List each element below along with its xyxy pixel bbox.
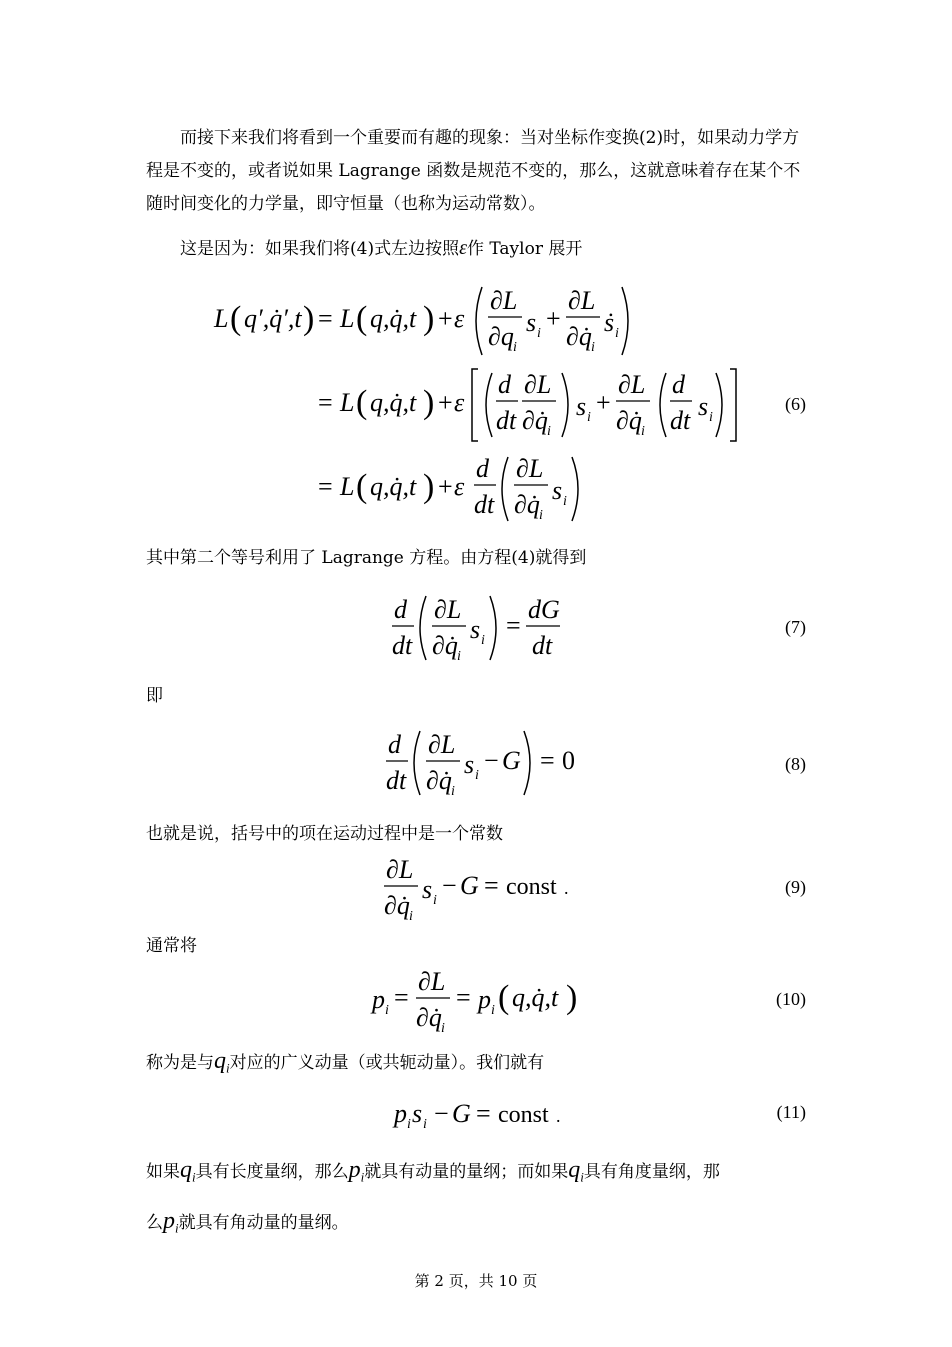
svg-text:∂L: ∂L — [618, 370, 646, 399]
svg-text:i: i — [539, 508, 543, 523]
paragraph-usually — [146, 930, 810, 963]
svg-text:−: − — [484, 746, 499, 775]
svg-text:i: i — [615, 326, 619, 341]
svg-text:dG: dG — [528, 595, 560, 624]
svg-text:d: d — [672, 370, 685, 399]
svg-text:=: = — [318, 472, 333, 501]
paragraph-constant-text: 也就是说，括号中的项在运动过程中是一个常数 — [146, 824, 503, 844]
symbol-q: q — [214, 1048, 226, 1074]
svg-text:i: i — [513, 340, 517, 355]
dimension-text-e: 么 — [146, 1213, 163, 1234]
equation-7 — [386, 590, 586, 670]
svg-text:i: i — [563, 494, 567, 509]
dimension-text-c: 就具有动量的量纲；而如果 — [364, 1162, 569, 1182]
svg-text:i: i — [587, 410, 591, 425]
svg-text:dt: dt — [386, 766, 407, 795]
taylor-text-a: 这是因为：如果我们将(4)式左边按照 — [180, 239, 460, 259]
paragraph-intro-text: 而接下来我们将看到一个重要而有趣的现象：当对坐标作变换(2)时，如果动力学方程是不变的，或者说如果 Lagrange 函数是规范不变的，那么，这就意味着存在某个不随时间变化的力学量，即守恒量（也称为运动常数）。 — [146, 128, 801, 214]
paragraph-ji — [146, 680, 810, 713]
epsilon-symbol: ε — [459, 237, 467, 259]
svg-text:(: ( — [230, 300, 242, 337]
paragraph-taylor — [146, 232, 810, 266]
svg-text:dt: dt — [496, 406, 517, 435]
svg-text:∂q̇: ∂q̇ — [432, 631, 458, 660]
svg-text:∂L: ∂L — [434, 595, 462, 624]
equation-6-number: (6) — [785, 394, 806, 414]
svg-text:G: G — [502, 746, 521, 775]
paragraph-lagrange — [146, 542, 810, 575]
svg-text:∂q̇: ∂q̇ — [426, 766, 452, 795]
svg-text:=: = — [394, 983, 409, 1012]
dimension-text-f: 就具有角动量的量纲。 — [178, 1213, 349, 1234]
svg-text:L: L — [214, 304, 229, 333]
symbol-q-3: q — [568, 1157, 581, 1183]
svg-text:ε: ε — [454, 388, 465, 417]
paragraph-lagrange-text: 其中第二个等号利用了 Lagrange 方程。由方程(4)就得到 — [146, 548, 587, 568]
svg-text:s: s — [470, 615, 481, 644]
svg-text:i: i — [423, 1117, 427, 1132]
svg-text:d: d — [498, 370, 511, 399]
svg-text:i: i — [385, 1003, 389, 1018]
svg-text:+: + — [438, 388, 453, 417]
svg-text:=: = — [484, 871, 499, 900]
paragraph-dimension — [146, 1148, 810, 1251]
dimension-text-a: 如果 — [146, 1162, 180, 1182]
svg-text:=: = — [318, 388, 333, 417]
svg-text:.: . — [556, 1106, 561, 1126]
svg-text:q,q̇,t: q,q̇,t — [512, 983, 559, 1012]
svg-text:ṡ: ṡ — [604, 308, 615, 337]
svg-text:+: + — [546, 304, 561, 333]
svg-text:i: i — [481, 633, 485, 648]
symbol-q-2: q — [180, 1157, 192, 1183]
svg-text:ε: ε — [454, 472, 465, 501]
svg-text:∂L: ∂L — [568, 286, 596, 315]
svg-text:∂L: ∂L — [524, 370, 552, 399]
equation-6 — [200, 275, 760, 535]
svg-text:−: − — [442, 871, 457, 900]
svg-text:): ) — [423, 384, 435, 421]
svg-text:p: p — [372, 985, 385, 1014]
svg-text:d: d — [388, 730, 401, 759]
svg-text:L: L — [340, 388, 355, 417]
svg-text:(: ( — [356, 468, 368, 505]
svg-text:dt: dt — [670, 406, 691, 435]
svg-text:∂q̇: ∂q̇ — [522, 406, 548, 435]
svg-text:i: i — [441, 1021, 445, 1036]
svg-text:q,q̇,t: q,q̇,t — [370, 388, 417, 417]
svg-text:(: ( — [498, 979, 510, 1016]
taylor-text-b: 作 Taylor 展开 — [466, 239, 583, 259]
equation-11-const: const — [498, 1102, 549, 1128]
svg-text:dt: dt — [392, 631, 413, 660]
symbol-p-2: p — [163, 1208, 175, 1235]
paragraph-intro — [146, 122, 810, 221]
svg-text:q,q̇,t: q,q̇,t — [370, 304, 417, 333]
svg-text:q′,q̇′,t: q′,q̇′,t — [244, 304, 302, 333]
svg-text:): ) — [423, 468, 435, 505]
svg-text:s: s — [464, 750, 475, 779]
svg-text:∂q̇: ∂q̇ — [416, 1003, 442, 1032]
svg-text:s: s — [526, 308, 537, 337]
symbol-p: p — [348, 1157, 361, 1183]
svg-text:i: i — [537, 326, 541, 341]
svg-text:): ) — [423, 300, 435, 337]
svg-text:∂L: ∂L — [516, 454, 544, 483]
svg-text:ε: ε — [454, 304, 465, 333]
svg-text:G: G — [460, 871, 479, 900]
svg-text:s: s — [422, 875, 433, 904]
equation-8-number: (8) — [785, 754, 806, 774]
svg-text:∂q̇: ∂q̇ — [566, 322, 592, 351]
symbol-q-index-3: i — [580, 1169, 584, 1185]
svg-text:): ) — [566, 979, 578, 1016]
paragraph-momentum — [146, 1045, 810, 1084]
symbol-p-index-2: i — [175, 1220, 179, 1236]
svg-text:p: p — [478, 985, 491, 1014]
equation-10-number: (10) — [776, 989, 806, 1009]
svg-text:=: = — [506, 611, 521, 640]
svg-text:d: d — [394, 595, 407, 624]
svg-text:i: i — [709, 410, 713, 425]
svg-text:(: ( — [356, 300, 368, 337]
svg-text:i: i — [547, 424, 551, 439]
svg-text:i: i — [433, 893, 437, 908]
svg-text:s: s — [552, 476, 563, 505]
svg-text:=: = — [476, 1099, 491, 1128]
svg-text:i: i — [457, 649, 461, 664]
dimension-text-b: 具有长度量纲，那么 — [195, 1162, 349, 1182]
svg-text:i: i — [407, 1117, 411, 1132]
svg-text:∂q: ∂q — [488, 322, 514, 351]
svg-text:i: i — [491, 1003, 495, 1018]
svg-text:d: d — [476, 454, 489, 483]
svg-text:L: L — [340, 472, 355, 501]
equation-7-number: (7) — [785, 617, 806, 637]
paragraph-usually-text: 通常将 — [146, 936, 197, 956]
svg-text:=: = — [456, 983, 471, 1012]
svg-text:q,q̇,t: q,q̇,t — [370, 472, 417, 501]
svg-text:L: L — [340, 304, 355, 333]
svg-text:∂L: ∂L — [386, 855, 414, 884]
svg-text:s: s — [576, 392, 587, 421]
svg-text:G: G — [452, 1099, 471, 1128]
paragraph-constant — [146, 818, 810, 851]
svg-text:∂L: ∂L — [428, 730, 456, 759]
equation-9 — [380, 852, 580, 926]
svg-text:): ) — [303, 300, 315, 337]
symbol-p-index: i — [360, 1169, 365, 1185]
svg-text:dt: dt — [532, 631, 553, 660]
svg-text:dt: dt — [474, 490, 495, 519]
svg-text:i: i — [475, 768, 479, 783]
momentum-text-a: 称为是与 — [146, 1053, 214, 1073]
svg-text:i: i — [451, 784, 455, 799]
svg-text:−: − — [434, 1099, 449, 1128]
svg-text:+: + — [596, 388, 611, 417]
page-footer: 第 2 页，共 10 页 — [414, 1272, 538, 1290]
svg-text:∂q̇: ∂q̇ — [616, 406, 642, 435]
equation-10 — [368, 964, 598, 1038]
equation-9-number: (9) — [785, 877, 806, 897]
svg-text:.: . — [564, 878, 569, 898]
svg-text:=: = — [318, 304, 333, 333]
momentum-text-b: 对应的广义动量（或共轭动量）。我们就有 — [229, 1053, 545, 1073]
equation-9-const: const — [506, 874, 557, 900]
svg-text:=: = — [540, 746, 555, 775]
symbol-q-index-2: i — [192, 1169, 196, 1185]
equation-11-number: (11) — [776, 1102, 806, 1122]
svg-text:∂q̇: ∂q̇ — [384, 891, 410, 920]
paragraph-ji-text: 即 — [146, 686, 163, 706]
svg-text:s: s — [412, 1099, 423, 1128]
svg-text:p: p — [394, 1099, 407, 1128]
svg-text:+: + — [438, 304, 453, 333]
svg-text:i: i — [591, 340, 595, 355]
svg-text:s: s — [698, 392, 709, 421]
svg-text:∂q̇: ∂q̇ — [514, 490, 540, 519]
svg-text:(: ( — [356, 384, 368, 421]
equation-8 — [380, 725, 600, 805]
dimension-text-d: 具有角度量纲，那 — [583, 1162, 720, 1182]
svg-text:i: i — [409, 909, 413, 924]
svg-text:∂L: ∂L — [490, 286, 518, 315]
svg-text:∂L: ∂L — [418, 967, 446, 996]
equation-11 — [390, 1092, 590, 1136]
equation-8-zero: 0 — [562, 746, 575, 775]
svg-text:i: i — [641, 424, 645, 439]
svg-text:+: + — [438, 472, 453, 501]
symbol-q-index: i — [226, 1060, 230, 1076]
